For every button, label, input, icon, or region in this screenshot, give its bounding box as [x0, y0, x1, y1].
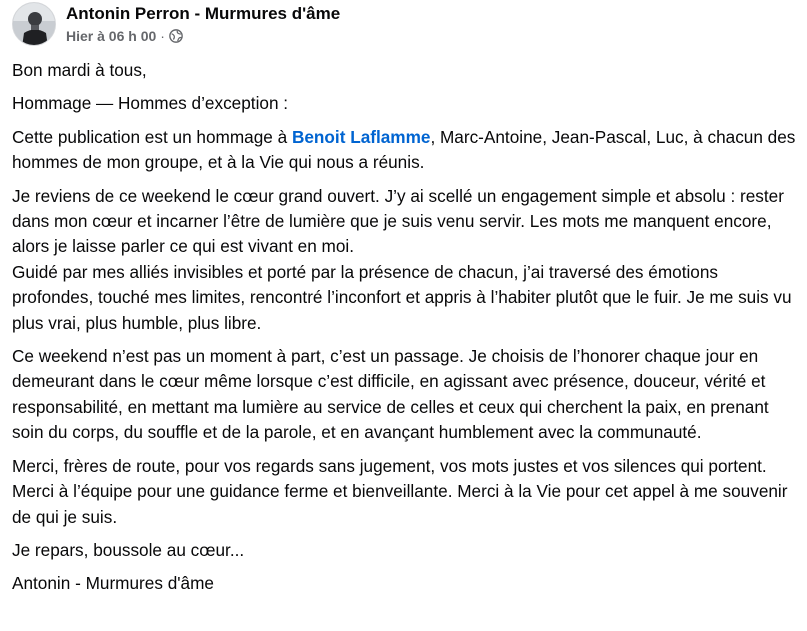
paragraph-greeting: Bon mardi à tous, [12, 60, 147, 80]
paragraph-passage: Ce weekend n’est pas un moment à part, c’est un passage. Je choisis de l’honorer chaque jour en demeurant dans le cœur même lorsque c’est difficile, en agissant avec présence, douceur, vérité et responsabilité, en mettant ma lumière au service de celles et ceux qui cherchent la paix, en prenant soin du corps, du souffle et de la parole, et en avançant humblement avec la communauté. [12, 346, 769, 443]
paragraph-weekend [12, 184, 802, 336]
post-header [12, 2, 340, 46]
paragraph-tribute [12, 125, 802, 176]
tribute-text-start: Cette publication est un hommage à [12, 126, 292, 147]
weekend-line-2: Guidé par mes alliés invisibles et porté par la présence de chacun, j’ai traversé des émotions profondes, touché mes limites, rencontré l’inconfort et appris à l’habiter plutôt que le fuir. Je me suis vu plus vrai, plus humble, plus libre. [12, 261, 792, 333]
meta-separator: · [160, 27, 165, 44]
tribute-text-end: , Marc-Antoine, Jean-Pascal, Luc, à chacun des hommes de mon groupe, et à la Vie qui nous a réunis. [12, 126, 796, 173]
post-timestamp[interactable]: Hier à 06 h 00 [66, 27, 157, 44]
post-body [12, 58, 802, 605]
paragraph-thanks: Merci, frères de route, pour vos regards sans jugement, vos mots justes et vos silences qui portent. Merci à l’équipe pour une guidance ferme et bienveillante. Merci à la Vie pour cet appel à me souvenir de qui je suis. [12, 455, 788, 527]
avatar[interactable] [12, 2, 56, 46]
header-text [66, 4, 340, 45]
globe-icon[interactable] [169, 29, 183, 43]
mention-link[interactable]: Benoit Laflamme [291, 126, 431, 147]
profile-photo [13, 3, 56, 46]
paragraph-title: Hommage — Hommes d’exception : [12, 93, 289, 114]
paragraph-signature: Antonin - Murmures d'âme [12, 573, 214, 594]
weekend-line-1: Je reviens de ce weekend le cœur grand ouvert. J’y ai scellé un engagement simple et absolu : rester dans mon cœur et incarner l’être de lumière que je suis venu servir. Les mots me manquent encore, alors je laisse parler ce qui est vivant en moi. [12, 185, 784, 257]
post-meta [66, 27, 340, 45]
author-name[interactable]: Antonin Perron - Murmures d'âme [66, 3, 341, 23]
paragraph-compass: Je repars, boussole au cœur... [12, 539, 245, 560]
